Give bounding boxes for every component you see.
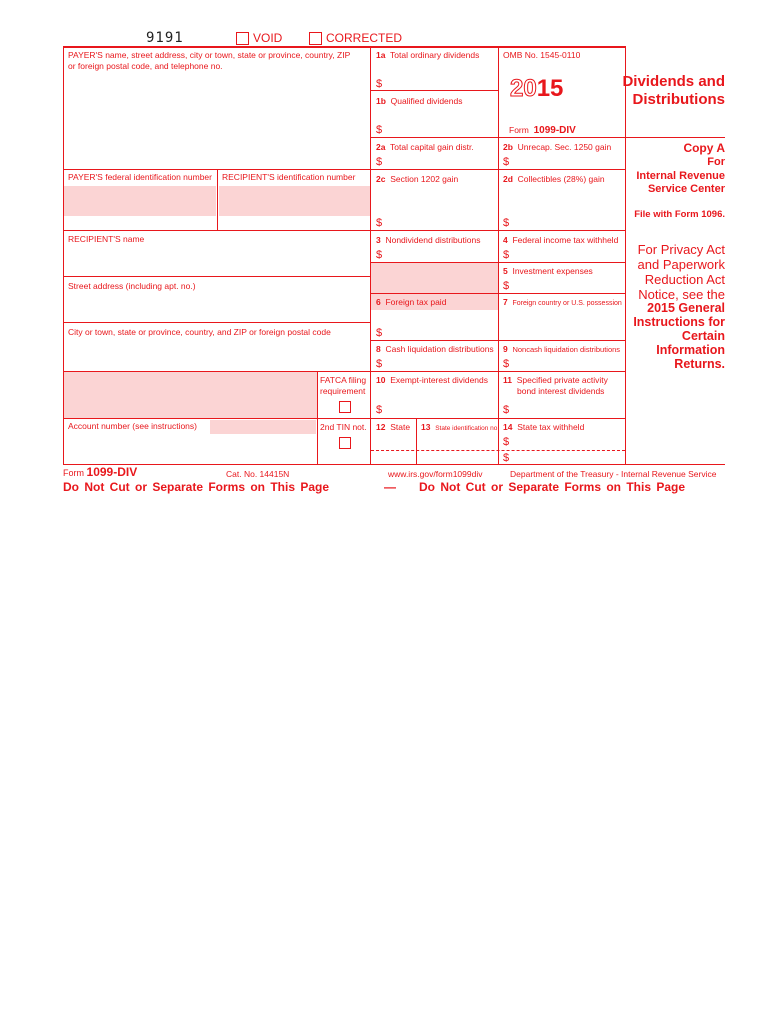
left-border bbox=[63, 46, 64, 465]
box-2b-dollar[interactable]: $ bbox=[503, 156, 510, 168]
box-2d-dollar[interactable]: $ bbox=[503, 217, 510, 229]
payer-fed-id-label: PAYER'S federal identification number bbox=[68, 172, 212, 182]
fatca-left-fill bbox=[64, 372, 317, 418]
account-fill bbox=[210, 420, 316, 434]
omb-label: OMB No. 1545-0110 bbox=[503, 50, 581, 60]
line-payer-recipient-id bbox=[217, 169, 218, 230]
box-14-dollar-2[interactable]: $ bbox=[503, 452, 510, 464]
privacy-2: and Paperwork bbox=[637, 257, 725, 272]
payer-name-label-2: or foreign postal code, and telephone no. bbox=[68, 61, 223, 71]
col-divider-boxes bbox=[498, 46, 499, 465]
box-2c-dollar[interactable]: $ bbox=[376, 217, 383, 229]
recipient-id-fill[interactable] bbox=[219, 186, 370, 216]
fatca-label-1: FATCA filing bbox=[320, 375, 367, 385]
box-10-label: 10 Exempt-interest dividends bbox=[376, 375, 488, 385]
box-1b-dollar[interactable]: $ bbox=[376, 124, 383, 136]
box-6-label: 6 Foreign tax paid bbox=[376, 297, 447, 307]
box-2d-label: 2d Collectibles (28%) gain bbox=[503, 174, 605, 184]
line-street-city bbox=[63, 322, 370, 323]
line-4-5 bbox=[371, 262, 625, 263]
payer-fed-id-fill[interactable] bbox=[64, 186, 216, 216]
line-10-12 bbox=[63, 418, 625, 419]
box-8-label: 8 Cash liquidation distributions bbox=[376, 344, 494, 354]
box-8-dollar[interactable]: $ bbox=[376, 358, 383, 370]
instr-3: Certain bbox=[681, 329, 725, 343]
line-2c-3 bbox=[63, 230, 625, 231]
line-name-street bbox=[63, 276, 370, 277]
instr-4: Information bbox=[656, 343, 725, 357]
box-2a-dollar[interactable]: $ bbox=[376, 156, 383, 168]
line-6-8 bbox=[371, 340, 625, 341]
instr-2: Instructions for bbox=[633, 315, 725, 329]
second-tin-checkbox[interactable] bbox=[339, 437, 351, 449]
box-2a-label: 2a Total capital gain distr. bbox=[376, 142, 474, 152]
box-9-label: 9 Noncash liquidation distributions bbox=[503, 344, 621, 354]
footer-url[interactable]: www.irs.gov/form1099div bbox=[388, 469, 483, 479]
recipient-id-label: RECIPIENT'S identification number bbox=[222, 172, 356, 182]
box-2c-label: 2c Section 1202 gain bbox=[376, 174, 459, 184]
form-name-omb: Form 1099-DIV bbox=[509, 125, 576, 136]
void-label: VOID bbox=[253, 31, 283, 45]
footer-form-name: Form 1099-DIV bbox=[63, 465, 138, 479]
cut-warning-left: Do Not Cut or Separate Forms on This Page bbox=[63, 480, 330, 494]
privacy-1: For Privacy Act bbox=[637, 242, 725, 257]
box-14-label: 14 State tax withheld bbox=[503, 422, 585, 432]
cut-warning-dash: — bbox=[384, 480, 396, 494]
payer-name-label: PAYER'S name, street address, city or town, state or province, country, ZIP bbox=[68, 50, 351, 60]
line-1b-2a bbox=[371, 137, 625, 138]
fatca-checkbox[interactable] bbox=[339, 401, 351, 413]
box-2b-label: 2b Unrecap. Sec. 1250 gain bbox=[503, 142, 612, 152]
box-14-dollar-1[interactable]: $ bbox=[503, 436, 510, 448]
cut-warning-right: Do Not Cut or Separate Forms on This Page bbox=[419, 480, 686, 494]
copy-irs-2: Service Center bbox=[647, 183, 725, 195]
form-code: 9191 bbox=[146, 30, 184, 46]
city-label: City or town, state or province, country, and ZIP or foreign postal code bbox=[68, 327, 331, 337]
box-3-label: 3 Nondividend distributions bbox=[376, 235, 481, 245]
privacy-4: Notice, see the bbox=[638, 287, 725, 302]
instr-5: Returns. bbox=[674, 357, 725, 371]
line-8-10 bbox=[63, 371, 625, 372]
col-divider-payer bbox=[370, 46, 371, 465]
corrected-label: CORRECTED bbox=[326, 31, 403, 45]
file-with-label: File with Form 1096. bbox=[634, 209, 725, 220]
corrected-checkbox[interactable] bbox=[309, 32, 322, 45]
form-title-2: Distributions bbox=[632, 91, 725, 108]
line-2a-2c bbox=[63, 169, 625, 170]
tax-year: 2015 bbox=[510, 75, 564, 102]
fatca-label-2: requirement bbox=[320, 386, 366, 396]
copy-irs-1: Internal Revenue bbox=[636, 170, 725, 182]
box-1a-dollar[interactable]: $ bbox=[376, 78, 383, 90]
box-9-dollar[interactable]: $ bbox=[503, 358, 510, 370]
line-state-dotted bbox=[371, 450, 625, 452]
box-13-label: 13 State identification no. bbox=[421, 422, 500, 432]
top-line bbox=[63, 46, 625, 48]
copy-label: Copy A bbox=[683, 141, 725, 155]
footer-dept: Department of the Treasury - Internal Revenue Service bbox=[510, 469, 717, 479]
box-4-label: 4 Federal income tax withheld bbox=[503, 235, 619, 245]
box-10-dollar[interactable]: $ bbox=[376, 404, 383, 416]
box-4-dollar[interactable]: $ bbox=[503, 249, 510, 261]
account-number-label: Account number (see instructions) bbox=[68, 421, 197, 431]
box-1b-label: 1b Qualified dividends bbox=[376, 96, 463, 106]
box-6-dollar[interactable]: $ bbox=[376, 327, 383, 339]
void-checkbox[interactable] bbox=[236, 32, 249, 45]
box-11-label-2: bond interest dividends bbox=[517, 386, 605, 396]
box-11-label-1: 11 Specified private activity bbox=[503, 375, 608, 385]
line-5-6 bbox=[371, 293, 625, 294]
instr-1: 2015 General bbox=[647, 301, 725, 315]
street-address-label: Street address (including apt. no.) bbox=[68, 281, 196, 291]
line-12-13 bbox=[416, 418, 417, 465]
box-11-dollar[interactable]: $ bbox=[503, 404, 510, 416]
col-divider-side bbox=[625, 46, 626, 465]
box-7-label: 7 Foreign country or U.S. possession bbox=[503, 297, 622, 307]
line-1a-1b bbox=[371, 90, 498, 91]
recipient-name-label: RECIPIENT'S name bbox=[68, 234, 145, 244]
box-5-dollar[interactable]: $ bbox=[503, 280, 510, 292]
form-title-1: Dividends and bbox=[622, 73, 725, 90]
omb-line bbox=[625, 137, 725, 138]
copy-for: For bbox=[707, 156, 725, 168]
box-3-dollar[interactable]: $ bbox=[376, 249, 383, 261]
second-tin-label: 2nd TIN not. bbox=[320, 422, 367, 432]
privacy-3: Reduction Act bbox=[644, 272, 725, 287]
footer-cat-no: Cat. No. 14415N bbox=[226, 469, 290, 479]
box-5-label: 5 Investment expenses bbox=[503, 266, 593, 276]
box-12-label: 12 State bbox=[376, 422, 411, 432]
box-1a-label: 1a Total ordinary dividends bbox=[376, 50, 480, 60]
